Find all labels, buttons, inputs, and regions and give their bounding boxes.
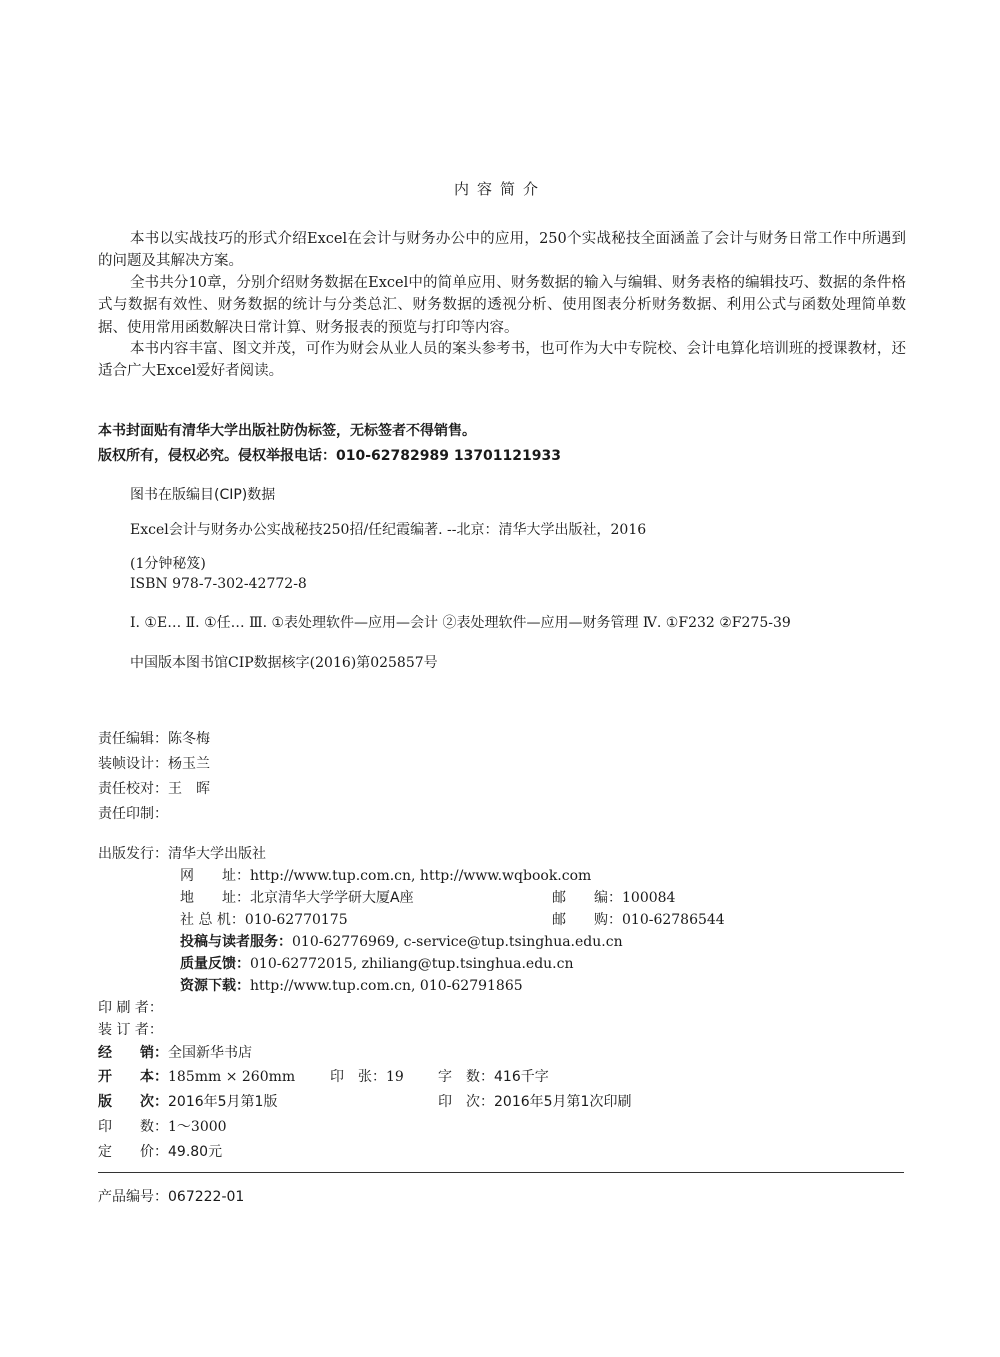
publisher-download-row bbox=[180, 975, 523, 995]
staff-label: 装帧设计： bbox=[98, 756, 168, 772]
words-value: 416千字 bbox=[494, 1069, 549, 1085]
staff-value: 陈冬梅 bbox=[168, 731, 210, 747]
zip-label: 邮 编： bbox=[552, 890, 622, 906]
staff-value: 杨玉兰 bbox=[168, 756, 210, 772]
service-label: 投稿与读者服务： bbox=[180, 934, 292, 950]
distributor-row bbox=[98, 1042, 252, 1062]
address-value: 北京清华大学学研大厦A座 bbox=[250, 890, 414, 906]
switchboard-label: 社 总 机： bbox=[180, 912, 245, 928]
publisher-switchboard-row bbox=[180, 909, 348, 929]
web-label: 网 址： bbox=[180, 868, 250, 884]
format-row bbox=[98, 1066, 295, 1086]
impression-value: 2016年5月第1次印刷 bbox=[494, 1094, 632, 1110]
staff-designer bbox=[98, 753, 210, 773]
publisher-row bbox=[98, 843, 266, 863]
sheets-label: 印 张： bbox=[330, 1069, 386, 1085]
download-label: 资源下载： bbox=[180, 978, 250, 994]
cip-record: 中国版本图书馆CIP数据核字(2016)第025857号 bbox=[130, 655, 438, 671]
publisher-service-row bbox=[180, 931, 623, 951]
intro-paragraph-2: 全书共分10章，分别介绍财务数据在Excel中的简单应用、财务数据的输入与编辑、财务表格的编辑技巧、数据的条件格式与数据有效性、财务数据的统计与分类总汇、财务数据的透视分析、使用图表分析财务数据、利用公式与函数处理简单数据、使用常用函数解决日常计算、财务报表的预览与打印等内容。 bbox=[98, 275, 906, 336]
publisher-address-row bbox=[180, 887, 414, 907]
intro-paragraph-1: 本书以实战技巧的形式介绍Excel在会计与财务办公中的应用，250个实战秘技全面涵盖了会计与财务日常工作中所遇到的问题及其解决方案。 bbox=[98, 231, 906, 270]
staff-print-supervisor bbox=[98, 803, 168, 823]
publisher-name: 清华大学出版社 bbox=[168, 846, 266, 862]
intro-title: 内容简介 bbox=[453, 180, 546, 198]
cip-heading: 图书在版编目(CIP)数据 bbox=[130, 487, 276, 503]
words-label: 字 数： bbox=[438, 1069, 494, 1085]
binder-label: 装 订 者： bbox=[98, 1022, 163, 1038]
staff-label: 责任编辑： bbox=[98, 731, 168, 747]
impression-label: 印 次： bbox=[438, 1094, 494, 1110]
sheets-row bbox=[330, 1066, 404, 1086]
mail-order-label: 邮 购： bbox=[552, 912, 622, 928]
switchboard-value: 010-62770175 bbox=[244, 912, 348, 928]
anti-counterfeit-notice: 本书封面贴有清华大学出版社防伪标签，无标签者不得销售。 bbox=[98, 423, 476, 439]
publisher-zip-row bbox=[552, 887, 675, 907]
publisher-label: 出版发行： bbox=[98, 846, 168, 862]
copyright-notice: 版权所有，侵权必究。侵权举报电话：010-62782989 13701121933 bbox=[98, 448, 561, 464]
publisher-mail-order-row bbox=[552, 909, 725, 929]
impression-row bbox=[438, 1091, 631, 1111]
price-value: 49.80元 bbox=[168, 1144, 223, 1160]
copies-label: 印 数： bbox=[98, 1119, 168, 1135]
publisher-web-row bbox=[180, 865, 591, 885]
edition-value: 2016年5月第1版 bbox=[168, 1094, 278, 1110]
web-value: http://www.tup.com.cn, http://www.wqbook.com bbox=[250, 868, 592, 884]
printer-label: 印 刷 者： bbox=[98, 1000, 163, 1016]
staff-label: 责任校对： bbox=[98, 781, 168, 797]
staff-label: 责任印制： bbox=[98, 806, 168, 822]
mail-order-value: 010-62786544 bbox=[622, 912, 725, 928]
copies-row bbox=[98, 1116, 227, 1136]
address-label: 地 址： bbox=[180, 890, 250, 906]
cip-isbn: ISBN 978-7-302-42772-8 bbox=[130, 576, 307, 592]
price-row bbox=[98, 1141, 222, 1161]
distributor-value: 全国新华书店 bbox=[168, 1045, 252, 1061]
cip-entry: Excel会计与财务办公实战秘技250招/任纪霞编著. --北京：清华大学出版社，2016 bbox=[130, 522, 647, 538]
zip-value: 100084 bbox=[622, 890, 676, 906]
intro-paragraph-3: 本书内容丰富、图文并茂，可作为财会从业人员的案头参考书，也可作为大中专院校、会计电算化培训班的授课教材，还适合广大Excel爱好者阅读。 bbox=[98, 341, 906, 380]
price-label: 定 价： bbox=[98, 1144, 168, 1160]
edition-row bbox=[98, 1091, 277, 1111]
copies-value: 1～3000 bbox=[168, 1119, 227, 1135]
format-value: 185mm × 260mm bbox=[168, 1069, 296, 1085]
quality-label: 质量反馈： bbox=[180, 956, 250, 972]
cip-series: (1分钟秘笈) bbox=[130, 556, 206, 572]
service-value: 010-62776969, c-service@tup.tsinghua.edu.cn bbox=[292, 934, 623, 950]
product-code: 产品编号：067222-01 bbox=[98, 1189, 245, 1205]
publisher-quality-row bbox=[180, 953, 573, 973]
staff-value: 王 晖 bbox=[168, 781, 210, 797]
quality-value: 010-62772015, zhiliang@tup.tsinghua.edu.cn bbox=[250, 956, 574, 972]
distributor-label: 经 销： bbox=[98, 1045, 168, 1061]
staff-proofreader bbox=[98, 778, 210, 798]
cip-classification: Ⅰ. ①E… Ⅱ. ①任… Ⅲ. ①表处理软件—应用—会计 ②表处理软件—应用—财务管理 Ⅳ. ①F232 ②F275-39 bbox=[130, 615, 791, 631]
download-value: http://www.tup.com.cn, 010-62791865 bbox=[250, 978, 523, 994]
staff-editor bbox=[98, 728, 210, 748]
bottom-divider bbox=[98, 1172, 904, 1173]
words-row bbox=[438, 1066, 549, 1086]
format-label: 开 本： bbox=[98, 1069, 168, 1085]
sheets-value: 19 bbox=[386, 1069, 404, 1085]
edition-label: 版 次： bbox=[98, 1094, 168, 1110]
